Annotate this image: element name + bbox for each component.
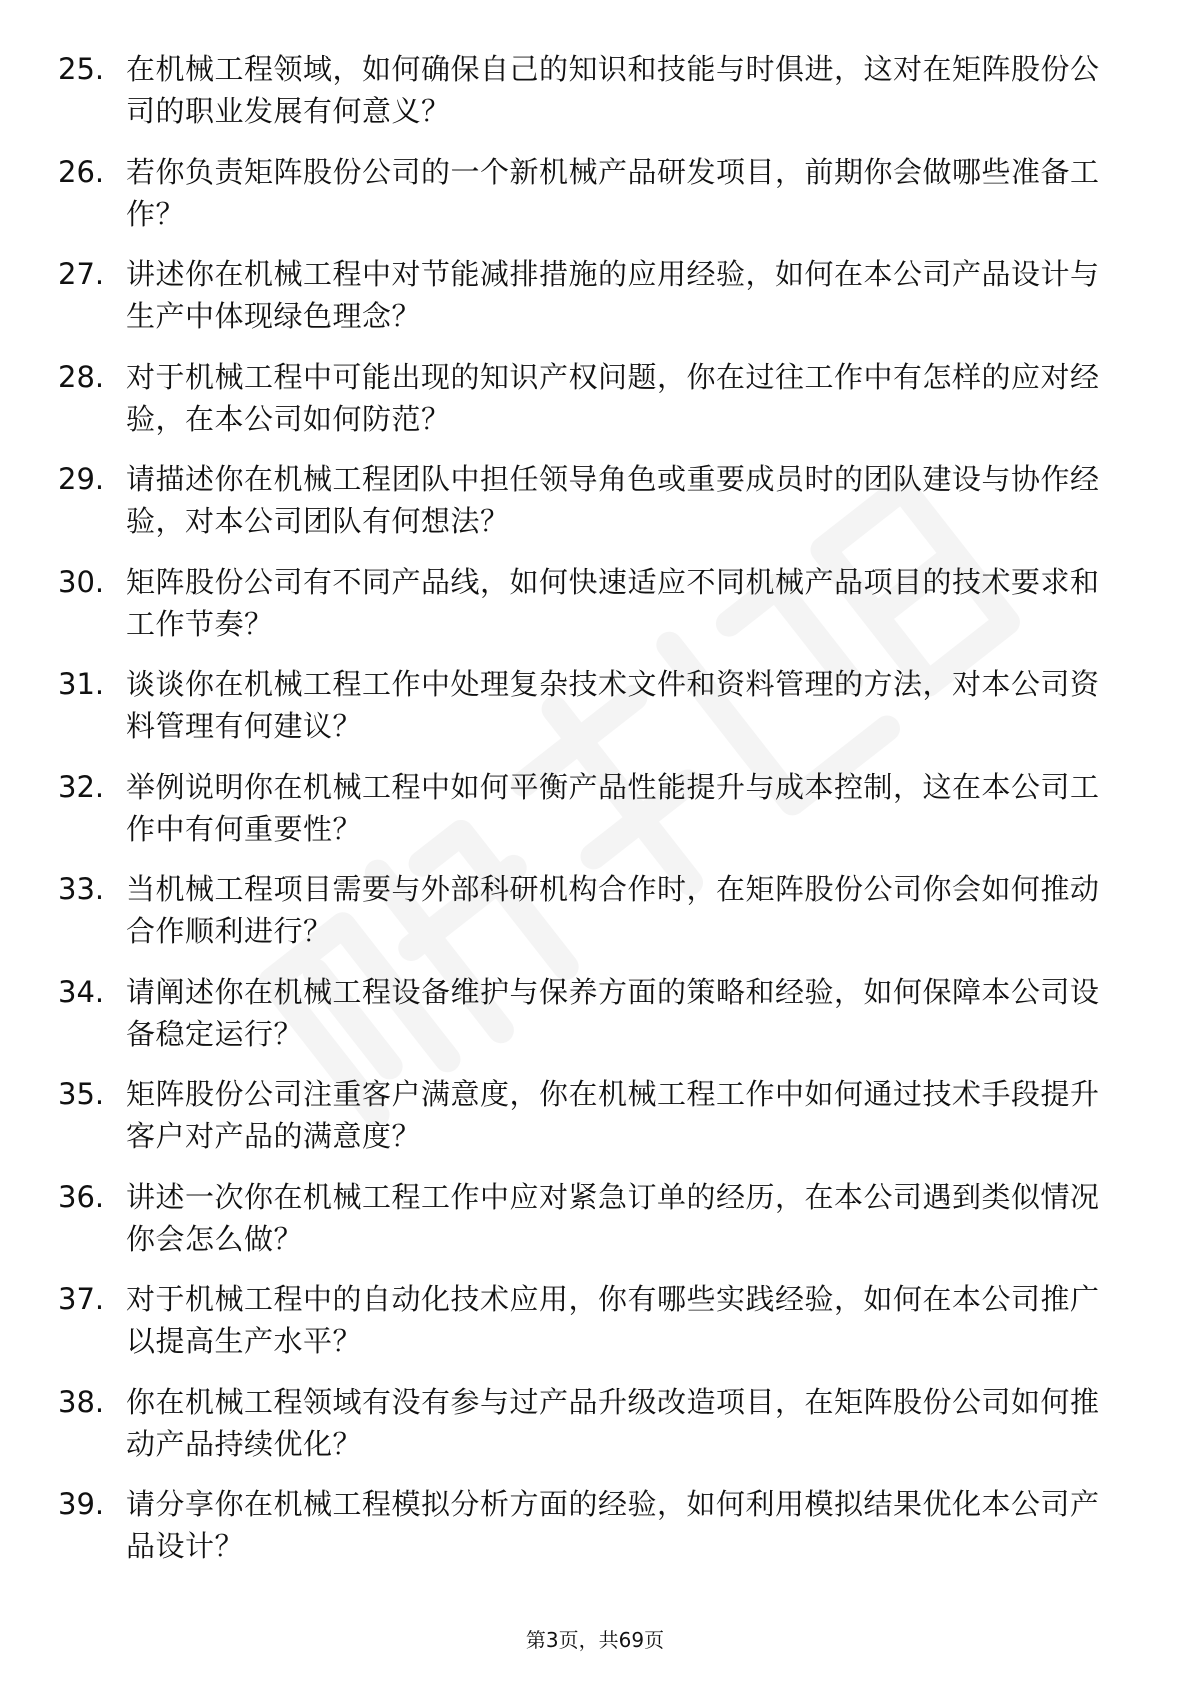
question-number: 31. xyxy=(58,667,105,701)
question-number: 29. xyxy=(58,462,105,496)
question-number: 36. xyxy=(58,1179,105,1214)
question-text: 请分享你在机械工程模拟分析方面的经验，如何利用模拟结果优化本公司产品设计？ xyxy=(126,1487,1100,1563)
question-text: 请阐述你在机械工程设备维护与保养方面的策略和经验，如何保障本公司设备稳定运行？ xyxy=(126,974,1100,1051)
question-item xyxy=(58,1176,1138,1279)
question-item xyxy=(58,1073,1138,1176)
question-text: 对于机械工程中的自动化技术应用，你有哪些实践经验，如何在本公司推广以提高生产水平？ xyxy=(126,1282,1100,1358)
question-text: 你在机械工程领域有没有参与过产品升级改造项目，在矩阵股份公司如何推动产品持续优化？ xyxy=(126,1384,1100,1461)
question-item xyxy=(58,356,1138,459)
question-item xyxy=(58,1278,1138,1381)
question-text: 矩阵股份公司有不同产品线，如何快速适应不同机械产品项目的技术要求和工作节奏？ xyxy=(126,564,1100,641)
question-list xyxy=(58,48,1138,1586)
page-footer xyxy=(0,1626,1190,1654)
question-number: 38. xyxy=(58,1384,105,1419)
question-number: 28. xyxy=(58,359,105,394)
question-text: 矩阵股份公司注重客户满意度，你在机械工程工作中如何通过技术手段提升客户对产品的满意度？ xyxy=(126,1077,1100,1153)
question-text: 谈谈你在机械工程工作中处理复杂技术文件和资料管理的方法，对本公司资料管理有何建议？ xyxy=(126,667,1100,743)
question-number: 33. xyxy=(58,872,105,906)
question-text: 举例说明你在机械工程中如何平衡产品性能提升与成本控制，这在本公司工作中有何重要性？ xyxy=(126,769,1100,846)
question-number: 34. xyxy=(58,974,105,1009)
question-number: 25. xyxy=(58,52,105,86)
question-item xyxy=(58,663,1138,766)
question-item xyxy=(58,766,1138,869)
question-text: 在机械工程领域，如何确保自己的知识和技能与时俱进，这对在矩阵股份公司的职业发展有何意义？ xyxy=(126,52,1100,128)
question-item xyxy=(58,1381,1138,1484)
question-text: 对于机械工程中可能出现的知识产权问题，你在过往工作中有怎样的应对经验，在本公司如何防范？ xyxy=(126,359,1100,436)
question-number: 30. xyxy=(58,564,105,599)
question-text: 若你负责矩阵股份公司的一个新机械产品研发项目，前期你会做哪些准备工作？ xyxy=(126,154,1100,231)
question-item xyxy=(58,253,1138,356)
question-text: 讲述一次你在机械工程工作中应对紧急订单的经历，在本公司遇到类似情况你会怎么做？ xyxy=(126,1179,1100,1256)
question-item xyxy=(58,971,1138,1074)
question-item xyxy=(58,458,1138,561)
question-text: 请描述你在机械工程团队中担任领导角色或重要成员时的团队建设与协作经验，对本公司团队有何想法？ xyxy=(126,462,1100,538)
question-number: 35. xyxy=(58,1077,105,1111)
question-text: 当机械工程项目需要与外部科研机构合作时，在矩阵股份公司你会如何推动合作顺利进行？ xyxy=(126,872,1100,948)
question-item xyxy=(58,48,1138,151)
question-item xyxy=(58,1483,1138,1586)
question-number: 26. xyxy=(58,154,105,189)
question-text: 讲述你在机械工程中对节能减排措施的应用经验，如何在本公司产品设计与生产中体现绿色理念？ xyxy=(126,257,1100,333)
question-item xyxy=(58,151,1138,254)
question-item xyxy=(58,561,1138,664)
question-item xyxy=(58,868,1138,971)
question-number: 39. xyxy=(58,1487,105,1521)
question-number: 32. xyxy=(58,769,105,804)
question-number: 37. xyxy=(58,1282,105,1316)
question-number: 27. xyxy=(58,257,105,291)
page-number-label: 第3页，共69页 xyxy=(525,1628,665,1652)
